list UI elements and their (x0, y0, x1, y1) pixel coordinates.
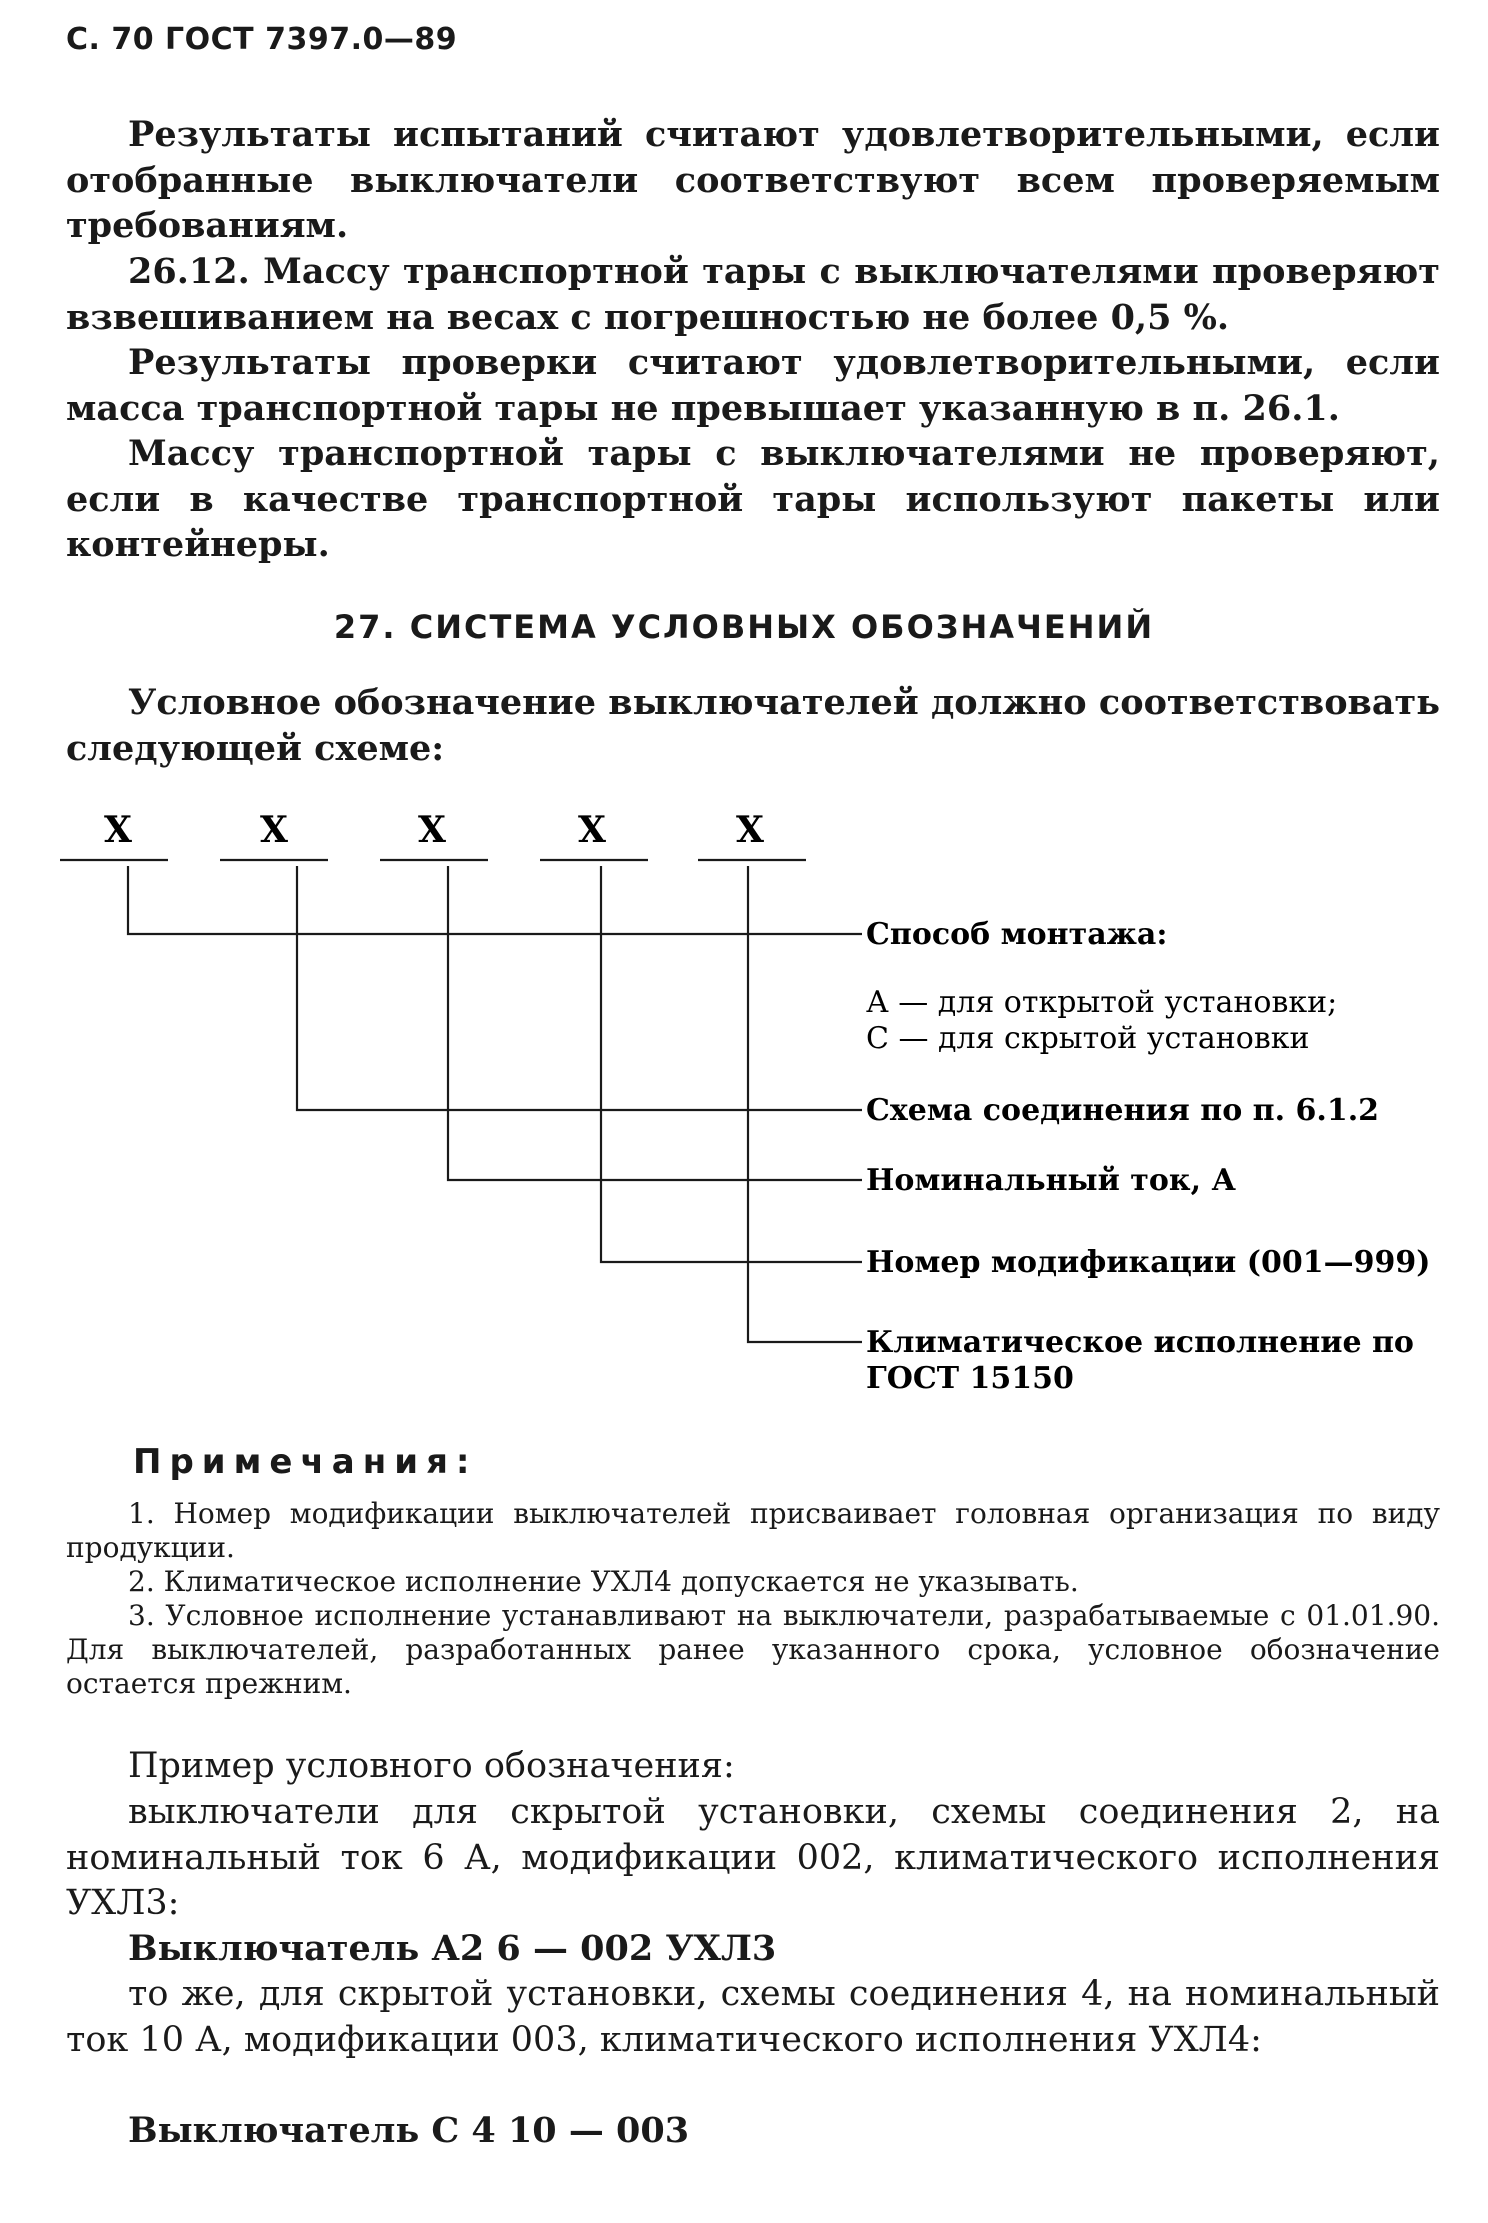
notes-title: Примечания: (133, 1442, 478, 1482)
section-heading: 27. СИСТЕМА УСЛОВНЫХ ОБОЗНАЧЕНИЙ (333, 608, 1155, 646)
scheme-x-1: X (104, 809, 132, 851)
scheme-label-mounting: Способ монтажа: (866, 917, 1168, 952)
paragraph-packaging: Массу транспортной тары с выключателями не проверяют, если в качестве транспортной тары используют пакеты или контейнеры. (66, 433, 1440, 565)
scheme-label-climate-2: ГОСТ 15150 (866, 1361, 1074, 1396)
paragraph-check-results: Результаты проверки считают удовлетворительными, если масса транспортной тары не превышает указанную в п. 26.1. (66, 342, 1440, 429)
scheme-label-climate-1: Климатическое исполнение по (866, 1325, 1414, 1360)
paragraph-26-12: 26.12. Массу транспортной тары с выключателями проверяют взвешиванием на весах с погрешностью не более 0,5 %. (66, 251, 1440, 338)
scheme-label-mounting-hidden: С — для скрытой установки (866, 1021, 1310, 1056)
scheme-label-connection: Схема соединения по п. 6.1.2 (866, 1093, 1380, 1128)
scheme-x-5: X (736, 809, 764, 851)
example-1-text: выключатели для скрытой установки, схемы соединения 2, на номинальный ток 6 А, модификации 002, климатического исполнения УХЛ3: (66, 1792, 1440, 1923)
scheme-connector-modification (601, 866, 862, 1262)
example-1-designation: Выключатель А2 6 — 002 УХЛ3 (128, 1928, 777, 1969)
scheme-label-mounting-open: А — для открытой установки; (866, 985, 1338, 1020)
note-3: 3. Условное исполнение устанавливают на выключатели, разрабатываемые с 01.01.90. Для выключателей, разработанных ранее указанного срока, условное обозначение остается прежним. (66, 1599, 1440, 1700)
example-2-designation: Выключатель С 4 10 — 003 (128, 2110, 690, 2151)
scheme-connector-connection (297, 866, 862, 1110)
scheme-connector-current (448, 866, 862, 1180)
scheme-label-current: Номинальный ток, А (866, 1163, 1236, 1198)
scheme-label-modification: Номер модификации (001—999) (866, 1245, 1431, 1280)
note-1: 1. Номер модификации выключателей присваивает головная организация по виду продукции. (66, 1497, 1440, 1564)
scheme-x-2: X (260, 809, 288, 851)
scheme-x-4: X (578, 809, 606, 851)
example-title: Пример условного обозначения: (128, 1746, 735, 1786)
scheme-connector-climate (748, 866, 862, 1342)
example-2-text: то же, для скрытой установки, схемы соединения 4, на номинальный ток 10 А, модификации 003, климатического исполнения УХЛ4: (66, 1974, 1440, 2060)
scheme-x-3: X (418, 809, 446, 851)
section-intro: Условное обозначение выключателей должно соответствовать следующей схеме: (66, 682, 1440, 769)
paragraph-test-results: Результаты испытаний считают удовлетворительными, если отобранные выключатели соответствуют всем проверяемым требованиям. (66, 114, 1440, 246)
note-2: 2. Климатическое исполнение УХЛ4 допускается не указывать. (128, 1565, 1079, 1598)
scheme-connector-mounting (128, 866, 862, 934)
page-header: С. 70 ГОСТ 7397.0—89 (66, 22, 458, 57)
